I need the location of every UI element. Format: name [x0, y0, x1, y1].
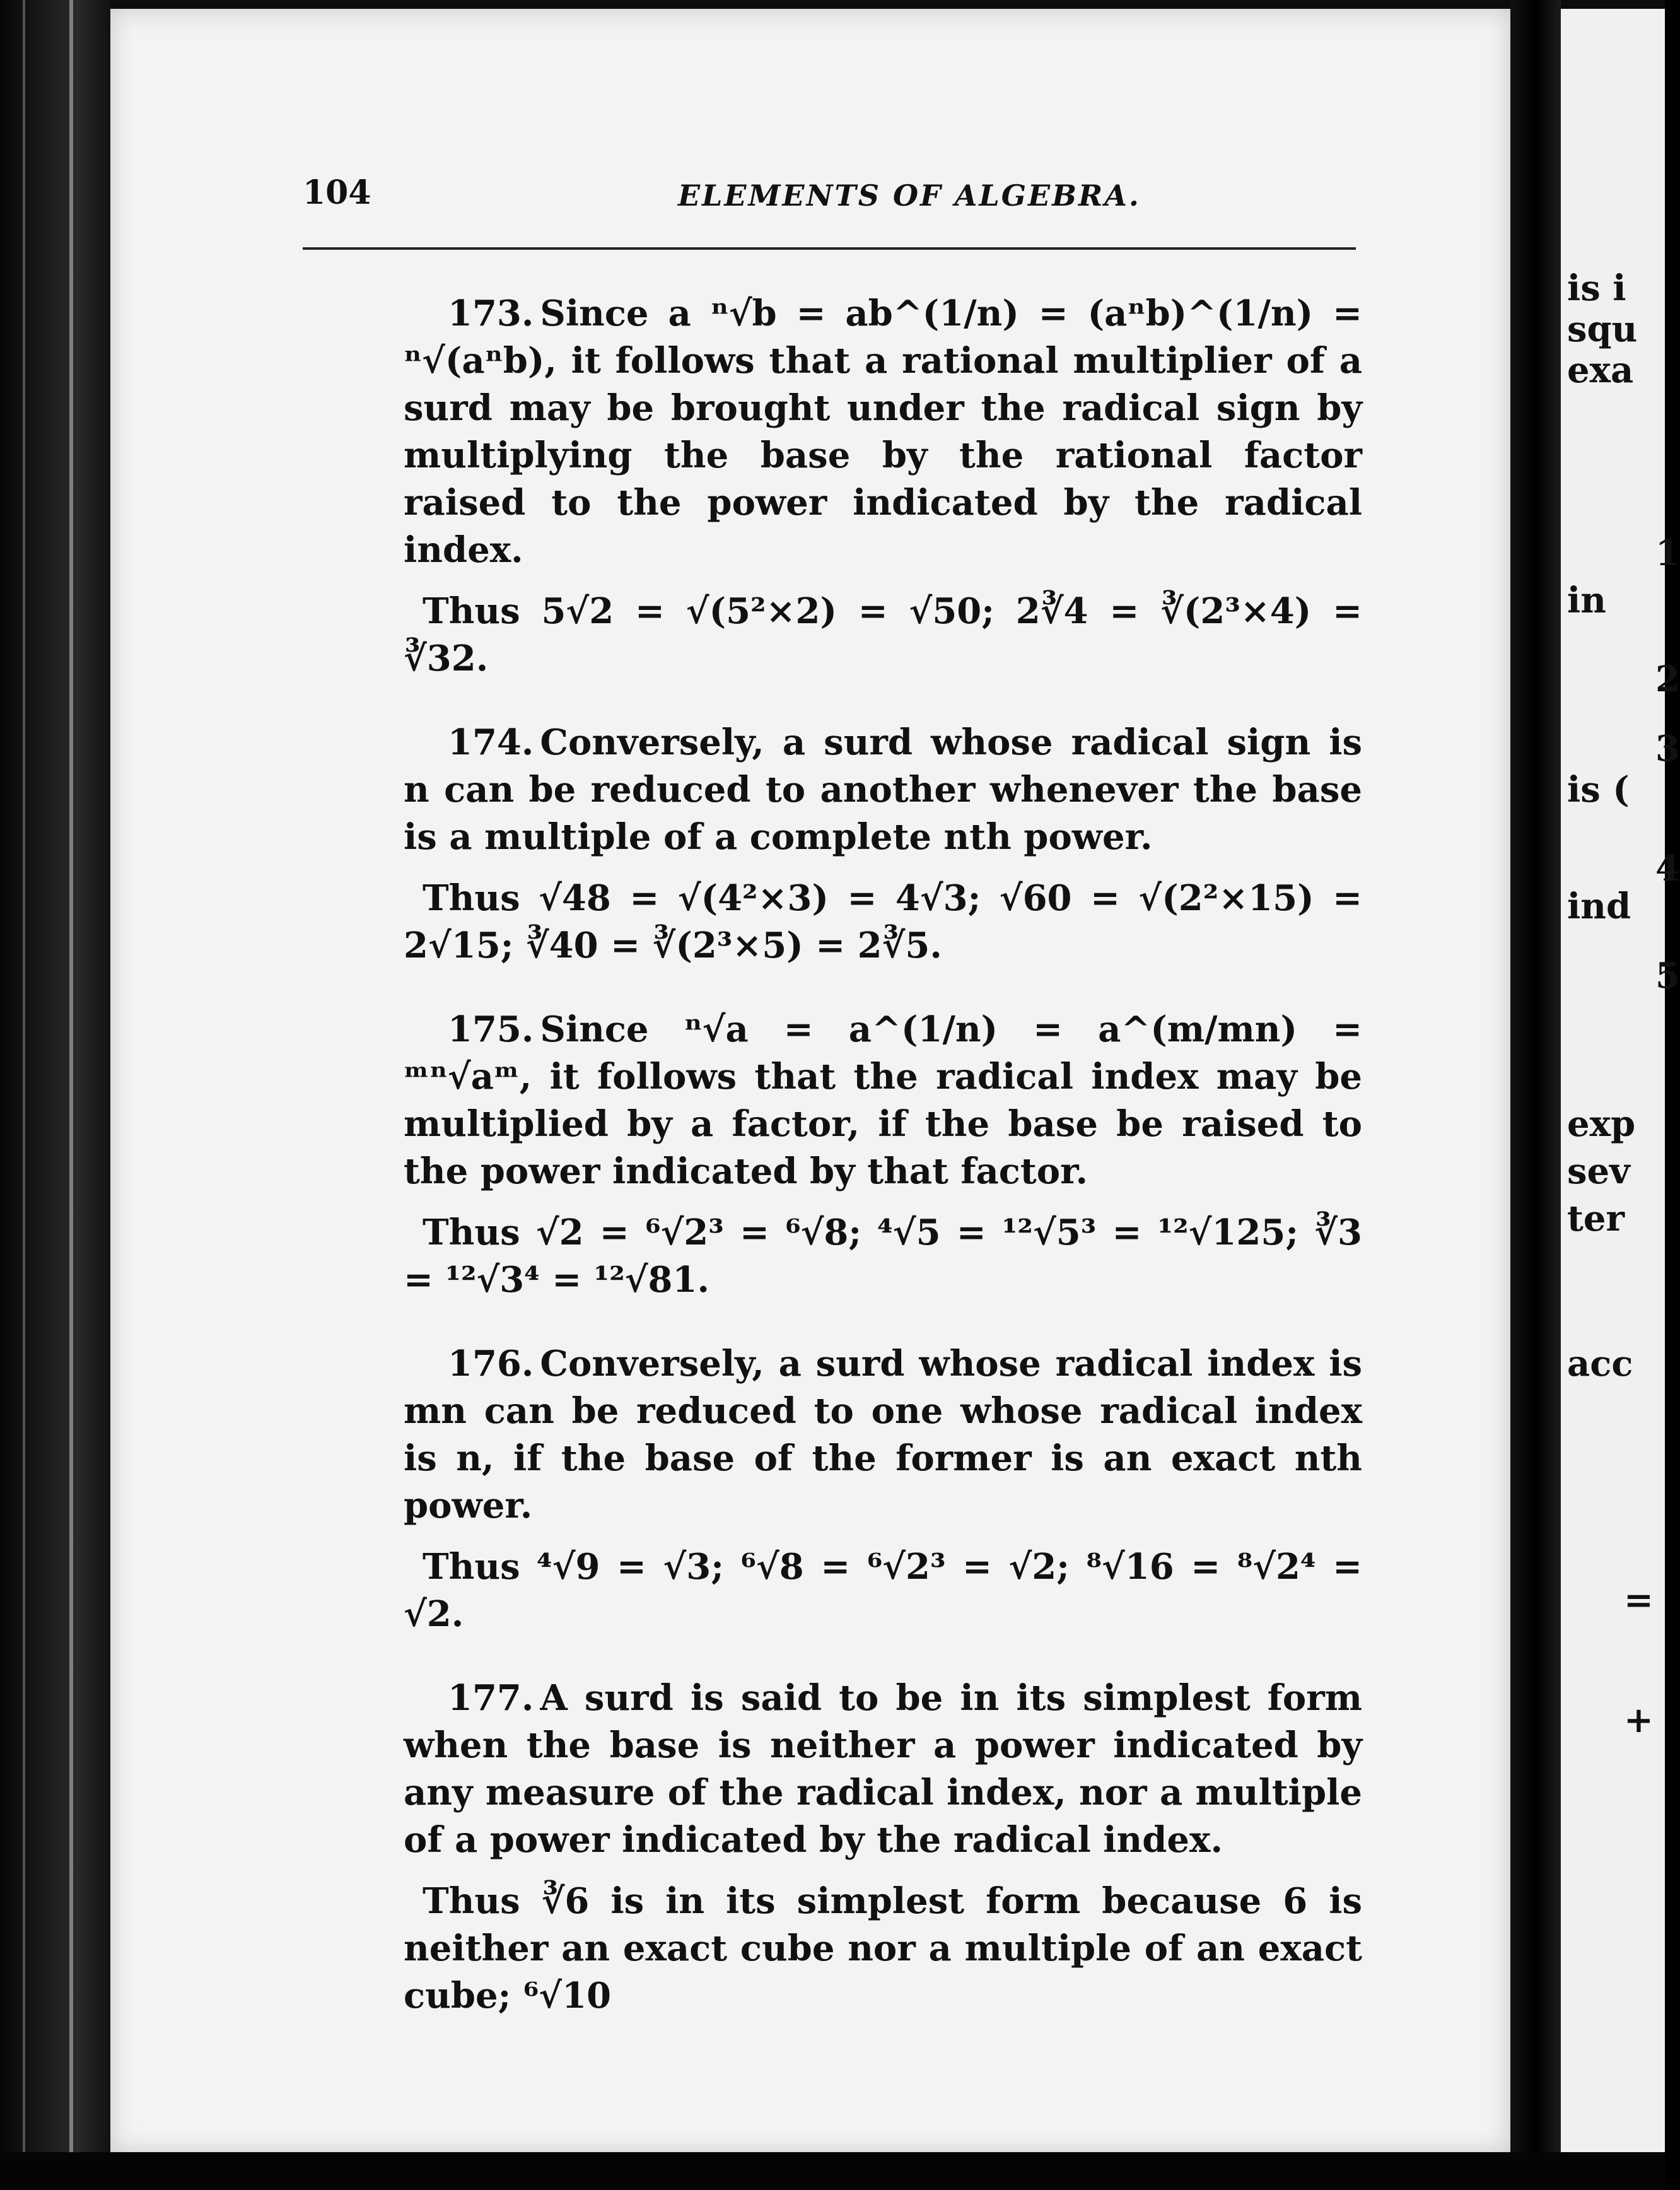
- running-head: [303, 173, 1356, 224]
- section-number: 176.: [448, 1343, 534, 1385]
- facing-page-text: acc: [1567, 1343, 1633, 1385]
- facing-page-text: 2: [1655, 659, 1680, 700]
- facing-page-text: 1: [1655, 532, 1680, 574]
- facing-page-text: ind: [1567, 886, 1631, 927]
- facing-page-text: is (: [1567, 769, 1630, 811]
- facing-page-text: in: [1567, 580, 1606, 621]
- section-number: 173.: [448, 293, 534, 334]
- section-text: Conversely, a surd whose radical sign is n can be reduced to another whenever the base is a multiple of a complete nth power.: [404, 722, 1362, 858]
- page-body: [404, 265, 1362, 2020]
- facing-page-text: 3: [1655, 728, 1680, 770]
- facing-page-text: exp: [1567, 1103, 1636, 1145]
- section-177: [404, 1675, 1362, 1864]
- left-binding-edge: [0, 0, 110, 2190]
- section-number: 174.: [448, 722, 534, 763]
- facing-page-text: ter: [1567, 1198, 1625, 1239]
- facing-page-text: exa: [1567, 349, 1634, 391]
- section-number: 177.: [448, 1677, 534, 1719]
- section-173: [404, 290, 1362, 574]
- binding-line: [23, 0, 25, 2190]
- section-176: [404, 1340, 1362, 1530]
- section-example: Thus √48 = √(4²×3) = 4√3; √60 = √(2²×15) = 2√15; ∛40 = ∛(2³×5) = 2∛5.: [404, 877, 1362, 966]
- facing-page-text: sev: [1567, 1151, 1630, 1192]
- facing-page-text: 5: [1655, 955, 1680, 997]
- facing-page-fragment: [1561, 9, 1680, 2153]
- section-example: Thus ∛6 is in its simplest form because 6 is neither an exact cube nor a multiple of an exact cube; ⁶√10: [404, 1880, 1362, 2017]
- header-rule: [303, 247, 1356, 250]
- book-gutter: [1510, 0, 1561, 2190]
- section-text: Conversely, a surd whose radical index is mn can be reduced to one whose radical index is n, if the base of the former is an exact nth power.: [404, 1343, 1362, 1526]
- facing-page-text: is i: [1567, 267, 1626, 309]
- binding-line: [69, 0, 73, 2190]
- section-number: 175.: [448, 1009, 534, 1050]
- section-example: Thus 5√2 = √(5²×2) = √50; 2∛4 = ∛(2³×4) = ∛32.: [404, 590, 1362, 679]
- facing-page-text: squ: [1567, 308, 1638, 350]
- page-number: 104: [303, 173, 371, 212]
- section-text: Since ⁿ√a = a^(1/n) = a^(m/mn) = ᵐⁿ√aᵐ, it follows that the radical index may be multiplied by a factor, if the base be raised to the power indicated by that factor.: [404, 1009, 1362, 1192]
- section-example: Thus ⁴√9 = √3; ⁶√8 = ⁶√2³ = √2; ⁸√16 = ⁸√2⁴ = √2.: [404, 1546, 1362, 1635]
- facing-page-text: +: [1624, 1699, 1654, 1741]
- section-175: [404, 1006, 1362, 1195]
- section-example: Thus √2 = ⁶√2³ = ⁶√8; ⁴√5 = ¹²√5³ = ¹²√125; ∛3 = ¹²√3⁴ = ¹²√81.: [404, 1212, 1362, 1301]
- facing-page-text: =: [1624, 1579, 1654, 1621]
- section-174: [404, 719, 1362, 861]
- facing-page-text: 4: [1655, 848, 1680, 889]
- running-title: ELEMENTS OF ALGEBRA.: [678, 179, 1141, 213]
- section-text: A surd is said to be in its simplest form when the base is neither a power indicated by any measure of the radical index, nor a multiple of a power indicated by the radical index.: [404, 1677, 1362, 1861]
- section-text: Since a ⁿ√b = ab^(1/n) = (aⁿb)^(1/n) = ⁿ√(aⁿb), it follows that a rational multiplier of a surd may be brought under the radical sign by multiplying the base by the rational factor raised to the power indicated by the radical index.: [404, 293, 1362, 571]
- scan-bottom-edge: [0, 2152, 1665, 2190]
